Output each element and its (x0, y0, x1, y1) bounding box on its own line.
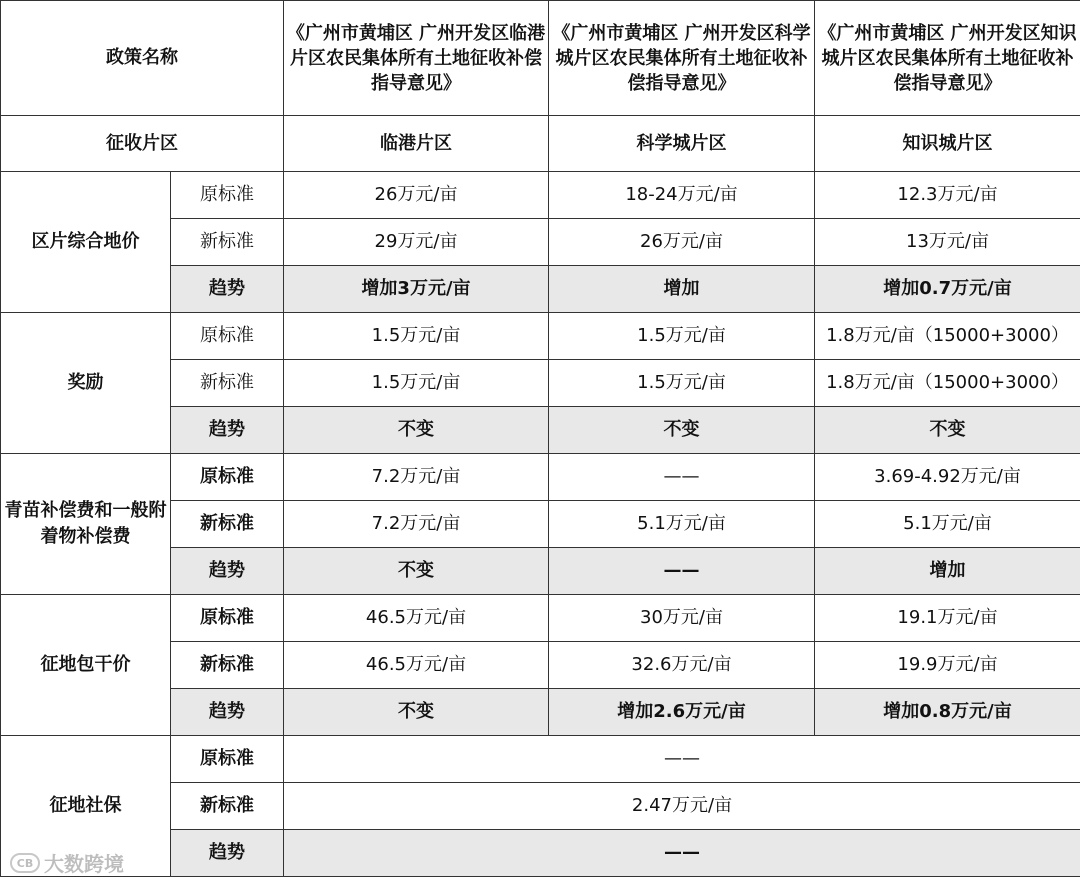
policy-title-lingang: 《广州市黄埔区 广州开发区临港片区农民集体所有土地征收补偿指导意见》 (284, 1, 549, 116)
group-label-lump-sum-price: 征地包干价 (1, 595, 171, 736)
row-label-old: 原标准 (171, 313, 284, 360)
row-label-new: 新标准 (171, 219, 284, 266)
table-row (1, 172, 1080, 219)
cell-value: 32.6万元/亩 (549, 642, 815, 689)
trend-value: 增加3万元/亩 (284, 266, 549, 313)
cross-border-logo-icon: CB (10, 853, 40, 873)
area-row (1, 116, 1080, 172)
row-label-trend: 趋势 (171, 548, 284, 595)
cell-value: 26万元/亩 (549, 219, 815, 266)
row-label-old: 原标准 (171, 595, 284, 642)
cell-value: 1.5万元/亩 (284, 313, 549, 360)
row-label-new: 新标准 (171, 360, 284, 407)
row-label-new: 新标准 (171, 783, 284, 830)
trend-value: 不变 (284, 689, 549, 736)
trend-value: 增加 (815, 548, 1080, 595)
trend-value: 不变 (549, 407, 815, 454)
cell-value: 30万元/亩 (549, 595, 815, 642)
row-label-new: 新标准 (171, 642, 284, 689)
cell-value: 46.5万元/亩 (284, 595, 549, 642)
row-label-trend: 趋势 (171, 266, 284, 313)
cell-value: 46.5万元/亩 (284, 642, 549, 689)
cell-value: 1.8万元/亩（15000+3000） (815, 313, 1080, 360)
cell-value: 7.2万元/亩 (284, 454, 549, 501)
area-science-city: 科学城片区 (549, 116, 815, 172)
trend-value: 不变 (284, 548, 549, 595)
table-row (1, 736, 1080, 783)
row-label-trend: 趋势 (171, 830, 284, 877)
header-row (1, 1, 1080, 116)
cell-value: 5.1万元/亩 (549, 501, 815, 548)
watermark (10, 848, 124, 877)
cell-value: 12.3万元/亩 (815, 172, 1080, 219)
row-label-trend: 趋势 (171, 407, 284, 454)
area-label: 征收片区 (1, 116, 284, 172)
trend-value: 不变 (284, 407, 549, 454)
cell-value: 1.5万元/亩 (549, 313, 815, 360)
cell-value: 5.1万元/亩 (815, 501, 1080, 548)
table-row (1, 595, 1080, 642)
cell-value: 1.8万元/亩（15000+3000） (815, 360, 1080, 407)
cell-value: 26万元/亩 (284, 172, 549, 219)
policy-name-label: 政策名称 (1, 1, 284, 116)
policy-title-knowledge-city: 《广州市黄埔区 广州开发区知识城片区农民集体所有土地征收补偿指导意见》 (815, 1, 1080, 116)
area-knowledge-city: 知识城片区 (815, 116, 1080, 172)
trend-value: —— (284, 830, 1080, 877)
cell-value: 2.47万元/亩 (284, 783, 1080, 830)
cell-value: 19.9万元/亩 (815, 642, 1080, 689)
cell-value: 19.1万元/亩 (815, 595, 1080, 642)
trend-value: 增加 (549, 266, 815, 313)
trend-value: —— (549, 548, 815, 595)
cell-value: —— (549, 454, 815, 501)
cell-value: 29万元/亩 (284, 219, 549, 266)
group-label-land-price: 区片综合地价 (1, 172, 171, 313)
row-label-old: 原标准 (171, 172, 284, 219)
row-label-new: 新标准 (171, 501, 284, 548)
row-label-old: 原标准 (171, 736, 284, 783)
cell-value: 1.5万元/亩 (549, 360, 815, 407)
group-label-crop-compensation: 青苗补偿费和一般附着物补偿费 (1, 454, 171, 595)
group-label-social-security: 征地社保 (1, 736, 171, 877)
row-label-old: 原标准 (171, 454, 284, 501)
cell-value: 18-24万元/亩 (549, 172, 815, 219)
watermark-text: 大数跨境 (44, 852, 124, 876)
cell-value: 1.5万元/亩 (284, 360, 549, 407)
trend-value: 增加0.7万元/亩 (815, 266, 1080, 313)
area-lingang: 临港片区 (284, 116, 549, 172)
trend-value: 增加0.8万元/亩 (815, 689, 1080, 736)
table-row (1, 454, 1080, 501)
table-row (1, 313, 1080, 360)
cell-value: 7.2万元/亩 (284, 501, 549, 548)
cell-value: —— (284, 736, 1080, 783)
policy-title-science-city: 《广州市黄埔区 广州开发区科学城片区农民集体所有土地征收补偿指导意见》 (549, 1, 815, 116)
trend-value: 不变 (815, 407, 1080, 454)
group-label-reward: 奖励 (1, 313, 171, 454)
trend-value: 增加2.6万元/亩 (549, 689, 815, 736)
cell-value: 3.69-4.92万元/亩 (815, 454, 1080, 501)
cell-value: 13万元/亩 (815, 219, 1080, 266)
row-label-trend: 趋势 (171, 689, 284, 736)
